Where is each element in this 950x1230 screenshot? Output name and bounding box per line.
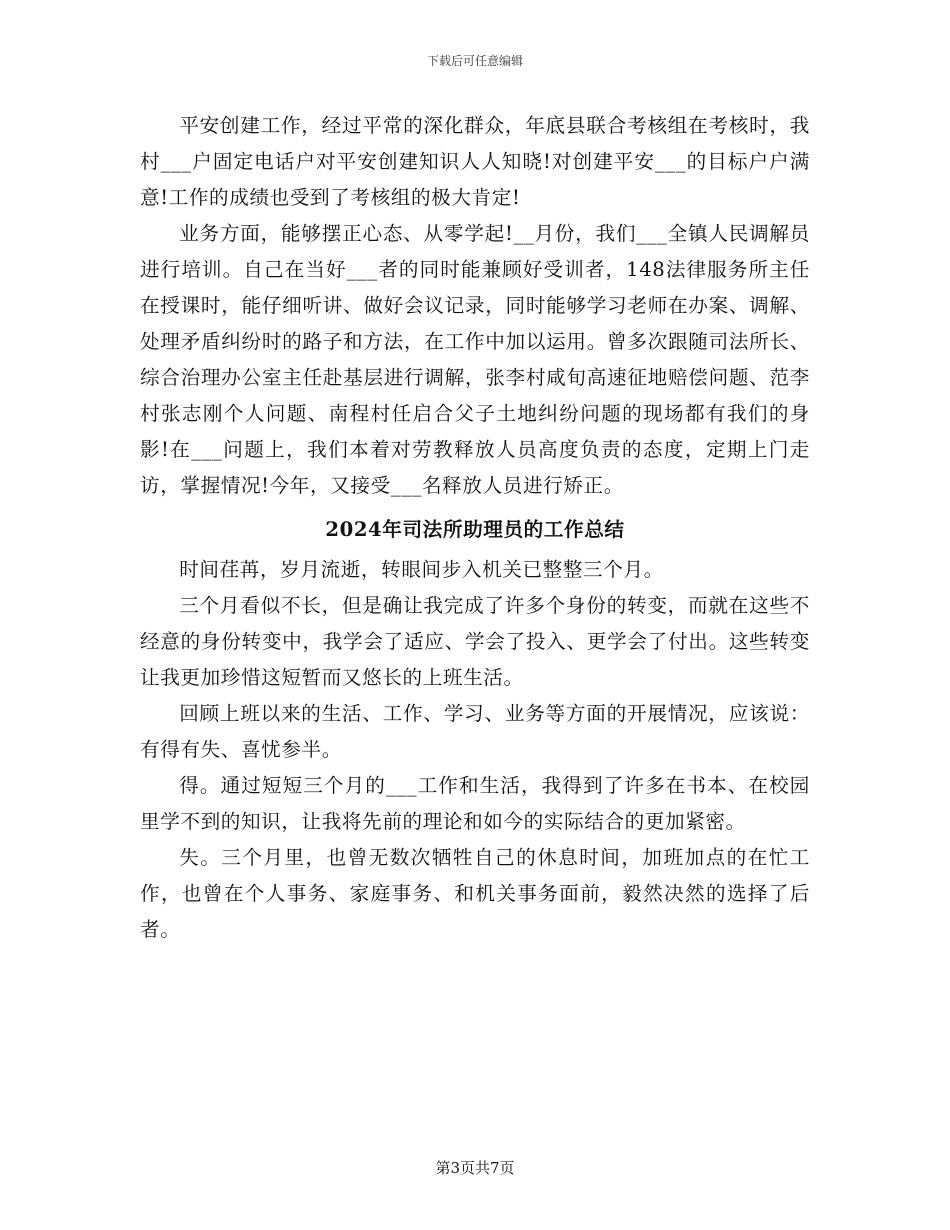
section-title: 2024年司法所助理员的工作总结: [325, 518, 625, 541]
paragraph-time-passes: 时间荏苒，岁月流逝，转眼间步入机关已整整三个月。: [179, 558, 664, 581]
paragraph-losses: 失。三个月里，也曾无数次牺牲自己的休息时间，加班加点的在忙工作，也曾在个人事务、家庭事务、和机关事务面前，毅然决然的选择了后者。: [140, 846, 810, 941]
paragraph-gains: 得。通过短短三个月的___工作和生活，我得到了许多在书本、在校园里学不到的知识，让我将先前的理论和如今的实际结合的更加紧密。: [140, 774, 810, 833]
paragraph-three-months: 三个月看似不长，但是确让我完成了许多个身份的转变，而就在这些不经意的身份转变中，我学会了适应、学会了投入、更学会了付出。这些转变让我更加珍惜这短暂而又悠长的上班生活。: [140, 594, 810, 689]
header-note: 下载后可任意编辑: [426, 54, 523, 68]
paragraph-business: 业务方面，能够摆正心态、从零学起!__月份，我们___全镇人民调解员进行培训。自己在当好___者的同时能兼顾好受训者，148法律服务所主任在授课时，能仔细听讲、做好会议记录，同时能够学习老师在办案、调解、处理矛盾纠纷时的路子和方法，在工作中加以运用。曾多次跟随司法所长、综合治理办公室主任赴基层进行调解，张李村咸旬高速征地赔偿问题、范李村张志刚个人问题、南程村任启合父子土地纠纷问题的现场都有我们的身影!在___问题上，我们本着对劳教释放人员高度负责的态度，定期上门走访，掌握情况!今年，又接受___名释放人员进行矫正。: [140, 222, 810, 497]
document-body: [140, 108, 810, 948]
paragraph-safety-work: 平安创建工作，经过平常的深化群众，年底县联合考核组在考核时，我村___户固定电话户对平安创建知识人人知晓!对创建平安___的目标户户满意!工作的成绩也受到了考核组的极大肯定!: [140, 114, 810, 209]
page-indicator: 第3页共7页: [435, 1159, 515, 1177]
paragraph-review: 回顾上班以来的生活、工作、学习、业务等方面的开展情况，应该说：有得有失、喜忧参半。: [140, 702, 810, 761]
